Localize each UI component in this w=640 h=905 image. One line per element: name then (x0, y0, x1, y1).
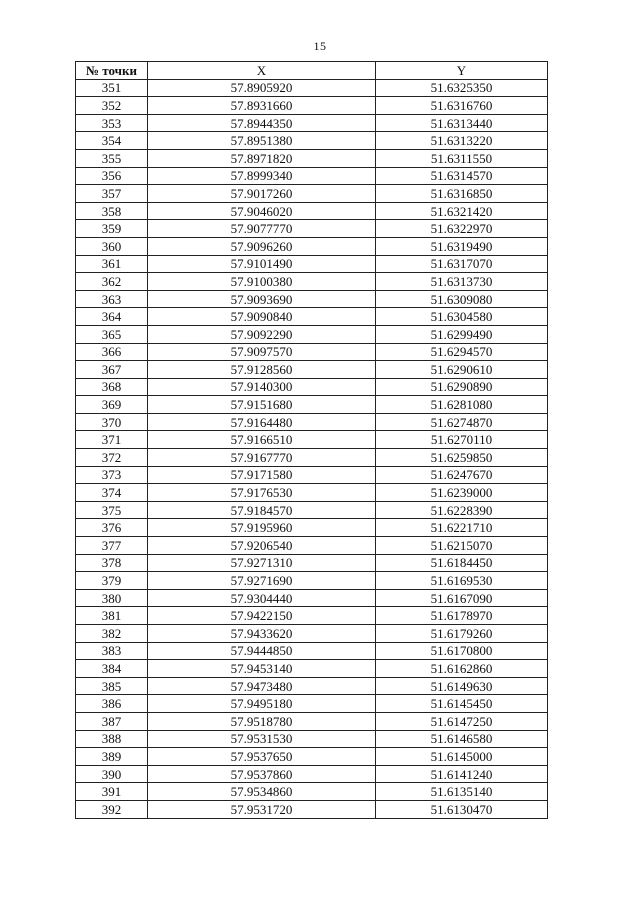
table-row (76, 765, 548, 783)
x-coordinate-cell: 57.8944350 (148, 114, 376, 132)
point-number-cell: 376 (76, 519, 148, 537)
point-number-cell: 369 (76, 396, 148, 414)
table-row (76, 783, 548, 801)
x-coordinate-cell: 57.9128560 (148, 361, 376, 379)
point-number-cell: 365 (76, 325, 148, 343)
table-row (76, 132, 548, 150)
x-coordinate-cell: 57.8971820 (148, 149, 376, 167)
table-body (76, 79, 548, 818)
table-row (76, 220, 548, 238)
x-coordinate-cell: 57.9077770 (148, 220, 376, 238)
y-coordinate-cell: 51.6309080 (376, 290, 548, 308)
x-coordinate-cell: 57.9271690 (148, 572, 376, 590)
y-coordinate-cell: 51.6170800 (376, 642, 548, 660)
y-coordinate-cell: 51.6270110 (376, 431, 548, 449)
table-row (76, 79, 548, 97)
point-number-cell: 360 (76, 237, 148, 255)
y-coordinate-cell: 51.6299490 (376, 325, 548, 343)
table-row (76, 431, 548, 449)
x-coordinate-cell: 57.9046020 (148, 202, 376, 220)
x-coordinate-cell: 57.9176530 (148, 484, 376, 502)
y-coordinate-cell: 51.6316850 (376, 185, 548, 203)
point-number-cell: 372 (76, 449, 148, 467)
table-row (76, 625, 548, 643)
table-row (76, 97, 548, 115)
x-coordinate-cell: 57.9164480 (148, 413, 376, 431)
point-number-cell: 377 (76, 537, 148, 555)
point-number-cell: 389 (76, 748, 148, 766)
table-row (76, 466, 548, 484)
x-coordinate-cell: 57.9171580 (148, 466, 376, 484)
table-row (76, 748, 548, 766)
x-coordinate-cell: 57.9100380 (148, 273, 376, 291)
point-number-cell: 374 (76, 484, 148, 502)
y-coordinate-cell: 51.6162860 (376, 660, 548, 678)
table-row (76, 361, 548, 379)
table-row (76, 554, 548, 572)
point-number-cell: 378 (76, 554, 148, 572)
table-row (76, 589, 548, 607)
x-coordinate-cell: 57.9184570 (148, 501, 376, 519)
table-row (76, 202, 548, 220)
point-number-cell: 371 (76, 431, 148, 449)
y-coordinate-cell: 51.6145000 (376, 748, 548, 766)
x-coordinate-cell: 57.8905920 (148, 79, 376, 97)
table-row (76, 149, 548, 167)
y-coordinate-cell: 51.6313730 (376, 273, 548, 291)
point-number-cell: 354 (76, 132, 148, 150)
y-coordinate-cell: 51.6247670 (376, 466, 548, 484)
y-coordinate-cell: 51.6141240 (376, 765, 548, 783)
point-number-cell: 355 (76, 149, 148, 167)
x-coordinate-cell: 57.8931660 (148, 97, 376, 115)
point-number-cell: 375 (76, 501, 148, 519)
y-coordinate-cell: 51.6228390 (376, 501, 548, 519)
y-coordinate-cell: 51.6149630 (376, 677, 548, 695)
x-coordinate-cell: 57.9195960 (148, 519, 376, 537)
x-coordinate-cell: 57.9433620 (148, 625, 376, 643)
table-row (76, 396, 548, 414)
y-coordinate-cell: 51.6135140 (376, 783, 548, 801)
table-row (76, 660, 548, 678)
x-coordinate-cell: 57.9531720 (148, 800, 376, 818)
point-number-cell: 385 (76, 677, 148, 695)
x-coordinate-cell: 57.9167770 (148, 449, 376, 467)
x-coordinate-cell: 57.9096260 (148, 237, 376, 255)
point-number-cell: 381 (76, 607, 148, 625)
y-coordinate-cell: 51.6169530 (376, 572, 548, 590)
y-coordinate-cell: 51.6313440 (376, 114, 548, 132)
table-row (76, 273, 548, 291)
table-row (76, 607, 548, 625)
x-coordinate-cell: 57.9444850 (148, 642, 376, 660)
x-coordinate-cell: 57.8951380 (148, 132, 376, 150)
y-coordinate-cell: 51.6167090 (376, 589, 548, 607)
y-coordinate-cell: 51.6311550 (376, 149, 548, 167)
point-number-cell: 373 (76, 466, 148, 484)
table-row (76, 484, 548, 502)
y-coordinate-cell: 51.6130470 (376, 800, 548, 818)
table-row (76, 449, 548, 467)
table-row (76, 378, 548, 396)
y-coordinate-cell: 51.6184450 (376, 554, 548, 572)
y-coordinate-cell: 51.6314570 (376, 167, 548, 185)
x-coordinate-cell: 57.9092290 (148, 325, 376, 343)
point-number-cell: 352 (76, 97, 148, 115)
y-coordinate-cell: 51.6316760 (376, 97, 548, 115)
y-coordinate-cell: 51.6294570 (376, 343, 548, 361)
page-number: 15 (313, 39, 327, 53)
x-coordinate-cell: 57.9453140 (148, 660, 376, 678)
y-coordinate-cell: 51.6290610 (376, 361, 548, 379)
x-coordinate-cell: 57.9473480 (148, 677, 376, 695)
x-coordinate-cell: 57.9206540 (148, 537, 376, 555)
y-coordinate-cell: 51.6304580 (376, 308, 548, 326)
point-number-cell: 384 (76, 660, 148, 678)
table-row (76, 114, 548, 132)
table-row (76, 185, 548, 203)
table-row (76, 343, 548, 361)
y-coordinate-cell: 51.6178970 (376, 607, 548, 625)
point-number-cell: 370 (76, 413, 148, 431)
point-number-cell: 351 (76, 79, 148, 97)
x-coordinate-cell: 57.9534860 (148, 783, 376, 801)
y-coordinate-cell: 51.6239000 (376, 484, 548, 502)
x-coordinate-cell: 57.9097570 (148, 343, 376, 361)
table-row (76, 730, 548, 748)
point-number-cell: 391 (76, 783, 148, 801)
x-coordinate-cell: 57.9017260 (148, 185, 376, 203)
point-number-cell: 357 (76, 185, 148, 203)
y-coordinate-cell: 51.6145450 (376, 695, 548, 713)
x-coordinate-cell: 57.9090840 (148, 308, 376, 326)
x-coordinate-cell: 57.9101490 (148, 255, 376, 273)
point-number-cell: 366 (76, 343, 148, 361)
table-row (76, 501, 548, 519)
y-coordinate-cell: 51.6221710 (376, 519, 548, 537)
y-coordinate-cell: 51.6215070 (376, 537, 548, 555)
table-row (76, 237, 548, 255)
y-coordinate-cell: 51.6313220 (376, 132, 548, 150)
table-row (76, 800, 548, 818)
point-number-cell: 379 (76, 572, 148, 590)
table-row (76, 413, 548, 431)
point-number-cell: 390 (76, 765, 148, 783)
x-coordinate-cell: 57.9151680 (148, 396, 376, 414)
x-coordinate-cell: 57.9093690 (148, 290, 376, 308)
table-row (76, 642, 548, 660)
point-number-cell: 380 (76, 589, 148, 607)
point-number-cell: 353 (76, 114, 148, 132)
y-coordinate-cell: 51.6274870 (376, 413, 548, 431)
point-number-cell: 356 (76, 167, 148, 185)
x-coordinate-cell: 57.9537860 (148, 765, 376, 783)
table-row (76, 677, 548, 695)
y-coordinate-cell: 51.6321420 (376, 202, 548, 220)
point-number-cell: 392 (76, 800, 148, 818)
x-coordinate-cell: 57.9271310 (148, 554, 376, 572)
x-coordinate-cell: 57.8999340 (148, 167, 376, 185)
point-number-cell: 359 (76, 220, 148, 238)
table-row (76, 695, 548, 713)
y-coordinate-cell: 51.6325350 (376, 79, 548, 97)
point-number-cell: 363 (76, 290, 148, 308)
header-y: Y (376, 62, 548, 80)
point-number-cell: 368 (76, 378, 148, 396)
table-row (76, 537, 548, 555)
table-row (76, 325, 548, 343)
y-coordinate-cell: 51.6179260 (376, 625, 548, 643)
table-header-row (76, 62, 548, 80)
x-coordinate-cell: 57.9304440 (148, 589, 376, 607)
table-row (76, 290, 548, 308)
x-coordinate-cell: 57.9422150 (148, 607, 376, 625)
point-number-cell: 383 (76, 642, 148, 660)
table-row (76, 519, 548, 537)
x-coordinate-cell: 57.9518780 (148, 712, 376, 730)
point-number-cell: 388 (76, 730, 148, 748)
table-row (76, 308, 548, 326)
y-coordinate-cell: 51.6317070 (376, 255, 548, 273)
x-coordinate-cell: 57.9537650 (148, 748, 376, 766)
point-number-cell: 382 (76, 625, 148, 643)
y-coordinate-cell: 51.6290890 (376, 378, 548, 396)
point-number-cell: 387 (76, 712, 148, 730)
table-row (76, 572, 548, 590)
x-coordinate-cell: 57.9140300 (148, 378, 376, 396)
point-number-cell: 358 (76, 202, 148, 220)
y-coordinate-cell: 51.6319490 (376, 237, 548, 255)
table-row (76, 712, 548, 730)
y-coordinate-cell: 51.6281080 (376, 396, 548, 414)
coordinates-table (75, 61, 548, 819)
point-number-cell: 362 (76, 273, 148, 291)
y-coordinate-cell: 51.6259850 (376, 449, 548, 467)
x-coordinate-cell: 57.9166510 (148, 431, 376, 449)
header-point-number: № точки (76, 62, 148, 80)
y-coordinate-cell: 51.6322970 (376, 220, 548, 238)
x-coordinate-cell: 57.9495180 (148, 695, 376, 713)
x-coordinate-cell: 57.9531530 (148, 730, 376, 748)
table-row (76, 255, 548, 273)
point-number-cell: 386 (76, 695, 148, 713)
table-row (76, 167, 548, 185)
point-number-cell: 364 (76, 308, 148, 326)
point-number-cell: 367 (76, 361, 148, 379)
y-coordinate-cell: 51.6147250 (376, 712, 548, 730)
header-x: X (148, 62, 376, 80)
point-number-cell: 361 (76, 255, 148, 273)
y-coordinate-cell: 51.6146580 (376, 730, 548, 748)
